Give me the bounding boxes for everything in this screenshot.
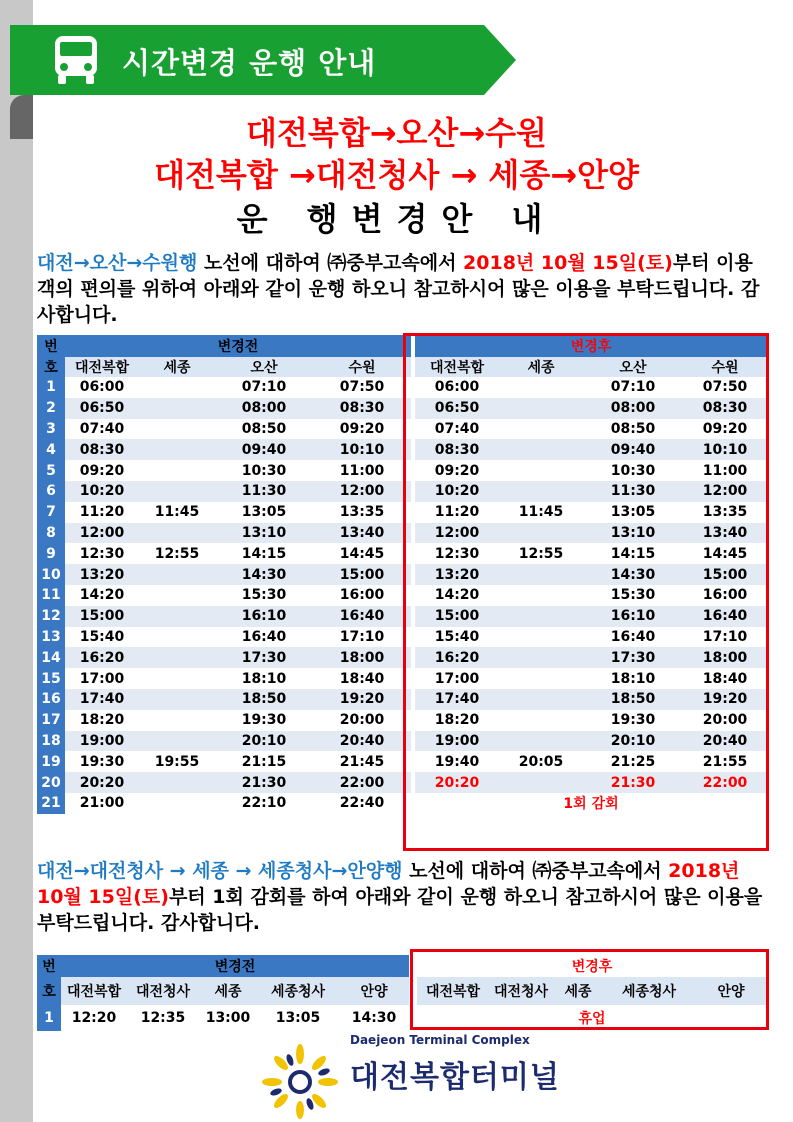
- row-number: 11: [37, 585, 65, 606]
- before-cell: [139, 377, 215, 398]
- before-cell: 16:10: [215, 606, 313, 627]
- before-cell: 11:20: [65, 502, 139, 523]
- before-cell: 18:00: [313, 647, 411, 668]
- before-cell: 18:10: [215, 668, 313, 689]
- table-row: [37, 543, 767, 564]
- after-cell: 08:30: [415, 439, 499, 460]
- after-cell: 12:55: [499, 543, 583, 564]
- before-cell: [139, 647, 215, 668]
- before-cell: 12:30: [65, 543, 139, 564]
- before-cell: 13:35: [313, 502, 411, 523]
- row-number: 21: [37, 793, 65, 814]
- after-cell: 13:05: [583, 502, 683, 523]
- after-cell: 21:30: [583, 772, 683, 793]
- after-cell: 20:00: [683, 710, 767, 731]
- after-cell: 17:00: [415, 668, 499, 689]
- after-cell: [499, 564, 583, 585]
- row-number: 1: [37, 377, 65, 398]
- before-cell: 12:55: [139, 543, 215, 564]
- table1-col-2: 오산: [215, 357, 313, 377]
- before-cell: 17:40: [65, 689, 139, 710]
- before-cell: 13:10: [215, 523, 313, 544]
- before-cell: [139, 627, 215, 648]
- after-cell: [499, 460, 583, 481]
- before-cell: [139, 481, 215, 502]
- before-cell: 07:10: [215, 377, 313, 398]
- table1-before-label: 변경전: [65, 335, 411, 357]
- table-row: [37, 710, 767, 731]
- before-cell: 12:00: [65, 523, 139, 544]
- after-cell: 16:10: [583, 606, 683, 627]
- notice1-date: 2018년 10월 15일(토): [463, 252, 673, 274]
- after-cell: 15:00: [415, 606, 499, 627]
- after-cell: 15:00: [683, 564, 767, 585]
- before-cell: 08:30: [65, 439, 139, 460]
- after-cell: 12:00: [415, 523, 499, 544]
- after-cell: 17:10: [683, 627, 767, 648]
- notice-heading: 운 행변경안 내: [236, 200, 557, 238]
- table2-col-3: 세종청사: [257, 977, 339, 1005]
- before-cell: 13:05: [215, 502, 313, 523]
- after-cell: 12:30: [415, 543, 499, 564]
- after-cell: 14:15: [583, 543, 683, 564]
- table-row: [37, 627, 767, 648]
- before-cell: [139, 523, 215, 544]
- after-cell: 21:25: [583, 751, 683, 772]
- before-cell: 13:20: [65, 564, 139, 585]
- table-row: [37, 689, 767, 710]
- before-cell: 19:55: [139, 751, 215, 772]
- before-cell: 12:00: [313, 481, 411, 502]
- table-row: [37, 398, 767, 419]
- after-cell: 19:20: [683, 689, 767, 710]
- after-cell: 13:40: [683, 523, 767, 544]
- table2-col-1: 대전청사: [127, 977, 199, 1005]
- after-cell: 18:40: [683, 668, 767, 689]
- route-title-2: 대전복합 →대전청사 → 세종→안양: [154, 156, 639, 194]
- after-cell: 11:00: [683, 460, 767, 481]
- table2-col-0: 대전복합: [61, 977, 127, 1005]
- table1-after-col-3: 수원: [683, 357, 767, 377]
- before-cell: 20:40: [313, 731, 411, 752]
- notice2-route: 대전→대전청사 → 세종 → 세종청사→안양행: [37, 860, 403, 882]
- before-cell: 19:30: [65, 751, 139, 772]
- before-cell: 15:40: [65, 627, 139, 648]
- before-cell: 09:40: [215, 439, 313, 460]
- after-cell: 16:40: [583, 627, 683, 648]
- after-cell: [499, 647, 583, 668]
- before-cell: [139, 689, 215, 710]
- row-number: 6: [37, 481, 65, 502]
- after-cell: 10:20: [415, 481, 499, 502]
- before-cell: [139, 772, 215, 793]
- notice-paragraph-1: [37, 250, 767, 328]
- before-cell: 21:15: [215, 751, 313, 772]
- row-number: 19: [37, 751, 65, 772]
- after-cell: 08:00: [583, 398, 683, 419]
- before-cell: 15:00: [65, 606, 139, 627]
- before-cell: [139, 731, 215, 752]
- before-cell: 22:00: [313, 772, 411, 793]
- table-row: [37, 606, 767, 627]
- table-row: [37, 439, 767, 460]
- after-cell: 21:55: [683, 751, 767, 772]
- before-cell: 18:20: [65, 710, 139, 731]
- after-cell: 17:40: [415, 689, 499, 710]
- row-number: 14: [37, 647, 65, 668]
- after-cell: 19:00: [415, 731, 499, 752]
- after-cell: 16:40: [683, 606, 767, 627]
- after-cell: 19:40: [415, 751, 499, 772]
- after-cell: [499, 419, 583, 440]
- table-row: [37, 523, 767, 544]
- table-row: [37, 647, 767, 668]
- before-cell: [139, 710, 215, 731]
- notice2-date: 2018년 10월 15일(토): [37, 860, 740, 908]
- logo-english-name: Daejeon Terminal Complex: [350, 1033, 530, 1047]
- row-number: 20: [37, 772, 65, 793]
- table1-after-col-2: 오산: [583, 357, 683, 377]
- table2-col-2: 세종: [199, 977, 257, 1005]
- table-row: [37, 419, 767, 440]
- before-cell: 11:30: [215, 481, 313, 502]
- after-cell: 20:05: [499, 751, 583, 772]
- row-number: 13: [37, 627, 65, 648]
- after-cell: 17:30: [583, 647, 683, 668]
- banner-title: 시간변경 운행 안내: [122, 46, 377, 80]
- before-cell: 09:20: [313, 419, 411, 440]
- before-cell: [139, 668, 215, 689]
- after-cell: 18:20: [415, 710, 499, 731]
- before-cell: 07:50: [313, 377, 411, 398]
- before-cell: 22:10: [215, 793, 313, 814]
- after-cell: 10:30: [583, 460, 683, 481]
- row-number: 9: [37, 543, 65, 564]
- table-row: [37, 793, 767, 814]
- after-cell: [499, 710, 583, 731]
- table-row: [37, 731, 767, 752]
- before-cell: 16:00: [313, 585, 411, 606]
- after-cell: 14:30: [583, 564, 683, 585]
- before-cell: 14:20: [65, 585, 139, 606]
- table1-num-header-bottom: 호: [37, 357, 65, 377]
- route-title-1: 대전복합→오산→수원: [246, 114, 547, 152]
- before-cell: [139, 564, 215, 585]
- row-number: 16: [37, 689, 65, 710]
- before-cell: 14:15: [215, 543, 313, 564]
- table-row: [37, 377, 767, 398]
- before-cell: 10:30: [215, 460, 313, 481]
- row-number: 4: [37, 439, 65, 460]
- before-cell: 16:40: [313, 606, 411, 627]
- table2-cell: 13:05: [257, 1005, 339, 1031]
- after-cell: [499, 523, 583, 544]
- after-cell: [499, 627, 583, 648]
- table1-after-col-0: 대전복합: [415, 357, 499, 377]
- row-number: 5: [37, 460, 65, 481]
- before-cell: 08:30: [313, 398, 411, 419]
- table2-after-col-0: 대전복합: [417, 977, 489, 1005]
- before-cell: 22:40: [313, 793, 411, 814]
- before-cell: 20:20: [65, 772, 139, 793]
- table2-cell: 13:00: [199, 1005, 257, 1031]
- before-cell: 17:30: [215, 647, 313, 668]
- after-cell: [499, 398, 583, 419]
- row-number: 18: [37, 731, 65, 752]
- after-cell: 15:30: [583, 585, 683, 606]
- table2-num-header-top: 번: [37, 955, 61, 977]
- before-cell: 15:00: [313, 564, 411, 585]
- table2-num-header-bottom: 호: [37, 977, 61, 1005]
- table2-after-col-3: 세종청사: [603, 977, 695, 1005]
- before-cell: 06:50: [65, 398, 139, 419]
- after-cell: 11:30: [583, 481, 683, 502]
- after-cell: 13:20: [415, 564, 499, 585]
- before-cell: 16:40: [215, 627, 313, 648]
- before-cell: 21:45: [313, 751, 411, 772]
- after-cell: 13:35: [683, 502, 767, 523]
- after-cell: [499, 606, 583, 627]
- after-cell: 22:00: [683, 772, 767, 793]
- table-row: [37, 668, 767, 689]
- row-number: 7: [37, 502, 65, 523]
- after-cell: 18:00: [683, 647, 767, 668]
- row-number: 15: [37, 668, 65, 689]
- after-cell: 12:00: [683, 481, 767, 502]
- before-cell: 10:10: [313, 439, 411, 460]
- row-number: 17: [37, 710, 65, 731]
- before-cell: 09:20: [65, 460, 139, 481]
- after-cell: [499, 585, 583, 606]
- logo-korean-name: 대전복합터미널: [350, 1060, 560, 1095]
- table1-num-header-top: 번: [37, 335, 65, 357]
- after-cell: 18:50: [583, 689, 683, 710]
- after-cell: 16:20: [415, 647, 499, 668]
- table-row: [37, 772, 767, 793]
- after-cell: 07:50: [683, 377, 767, 398]
- after-cell: 15:40: [415, 627, 499, 648]
- after-cell: 16:00: [683, 585, 767, 606]
- after-cell: [499, 689, 583, 710]
- before-cell: 19:00: [65, 731, 139, 752]
- before-cell: 18:40: [313, 668, 411, 689]
- row-number: 10: [37, 564, 65, 585]
- before-cell: 14:45: [313, 543, 411, 564]
- table2-after-label: 변경후: [417, 955, 767, 977]
- after-cell: [499, 731, 583, 752]
- before-cell: 07:40: [65, 419, 139, 440]
- notice1-text1: 노선에 대하여 ㈜중부고속에서: [197, 252, 464, 274]
- row-number: 2: [37, 398, 65, 419]
- row-number: 1: [37, 1005, 61, 1031]
- after-cell: 09:20: [415, 460, 499, 481]
- table-row: [37, 585, 767, 606]
- after-cell: 20:20: [415, 772, 499, 793]
- before-cell: [139, 398, 215, 419]
- before-cell: 18:50: [215, 689, 313, 710]
- table2-cell: 12:35: [127, 1005, 199, 1031]
- before-cell: 11:45: [139, 502, 215, 523]
- table1-col-0: 대전복합: [65, 357, 139, 377]
- table2-after-note: 휴업: [417, 1005, 767, 1031]
- table2-col-4: 안양: [339, 977, 409, 1005]
- before-cell: 21:00: [65, 793, 139, 814]
- table-row: [37, 502, 767, 523]
- after-cell: 07:10: [583, 377, 683, 398]
- before-cell: [139, 460, 215, 481]
- table1-after-label: 변경후: [415, 335, 767, 357]
- before-cell: 15:30: [215, 585, 313, 606]
- row-number: 3: [37, 419, 65, 440]
- notice2-text1: 노선에 대하여 ㈜중부고속에서: [402, 860, 669, 882]
- notice2-text2: 부터 1회 감회를 하여 아래와 같이 운행 하오니 참고하시어 많은 이용을 부탁드립니다. 감사합니다.: [37, 886, 763, 934]
- notice1-route: 대전→오산→수원행: [37, 252, 198, 274]
- after-cell: 20:40: [683, 731, 767, 752]
- before-cell: 06:00: [65, 377, 139, 398]
- table1-col-1: 세종: [139, 357, 215, 377]
- notice-paragraph-2: [37, 858, 767, 936]
- table-row: [37, 564, 767, 585]
- before-cell: 08:50: [215, 419, 313, 440]
- before-cell: 21:30: [215, 772, 313, 793]
- table2-cell: 12:20: [61, 1005, 127, 1031]
- table2-after-col-1: 대전청사: [489, 977, 553, 1005]
- after-cell: 11:20: [415, 502, 499, 523]
- table1-after-col-1: 세종: [499, 357, 583, 377]
- after-cell: 06:50: [415, 398, 499, 419]
- table2-after-col-4: 안양: [695, 977, 767, 1005]
- after-cell: [499, 772, 583, 793]
- before-cell: 20:10: [215, 731, 313, 752]
- after-cell: [499, 439, 583, 460]
- before-cell: 11:00: [313, 460, 411, 481]
- schedule-table-2: [37, 955, 767, 1031]
- before-cell: 19:20: [313, 689, 411, 710]
- after-cell: [499, 481, 583, 502]
- row-number: 8: [37, 523, 65, 544]
- after-cell: 07:40: [415, 419, 499, 440]
- table1-col-3: 수원: [313, 357, 411, 377]
- after-cell: 06:00: [415, 377, 499, 398]
- after-cell: 13:10: [583, 523, 683, 544]
- before-cell: [139, 585, 215, 606]
- row-number: 12: [37, 606, 65, 627]
- table-row: [37, 460, 767, 481]
- before-cell: [139, 606, 215, 627]
- before-cell: [139, 439, 215, 460]
- after-cell: 11:45: [499, 502, 583, 523]
- after-cell: [499, 668, 583, 689]
- table-row: [37, 1005, 767, 1031]
- before-cell: [139, 419, 215, 440]
- table2-cell: 14:30: [339, 1005, 409, 1031]
- table2-before-label: 변경전: [61, 955, 409, 977]
- after-cell: 10:10: [683, 439, 767, 460]
- after-cell: 19:30: [583, 710, 683, 731]
- after-cell: 09:40: [583, 439, 683, 460]
- after-cell: 18:10: [583, 668, 683, 689]
- before-cell: 19:30: [215, 710, 313, 731]
- after-cell: 08:30: [683, 398, 767, 419]
- before-cell: 13:40: [313, 523, 411, 544]
- schedule-table-1: [37, 335, 767, 814]
- table-row: [37, 751, 767, 772]
- after-cell: 08:50: [583, 419, 683, 440]
- after-reduction-note: 1회 감회: [415, 793, 767, 814]
- after-cell: 09:20: [683, 419, 767, 440]
- after-cell: [499, 377, 583, 398]
- before-cell: 10:20: [65, 481, 139, 502]
- before-cell: 14:30: [215, 564, 313, 585]
- before-cell: 17:00: [65, 668, 139, 689]
- notice1-text2: 부터 이용객의 편의를 위하여 아래와 같이 운행 하오니 참고하시어 많은 이용을 부탁드립니다. 감사합니다.: [37, 252, 760, 326]
- before-cell: 16:20: [65, 647, 139, 668]
- table-row: [37, 481, 767, 502]
- before-cell: 20:00: [313, 710, 411, 731]
- after-cell: 20:10: [583, 731, 683, 752]
- title-banner: [10, 25, 516, 95]
- table2-after-col-2: 세종: [553, 977, 603, 1005]
- before-cell: 08:00: [215, 398, 313, 419]
- after-cell: 14:45: [683, 543, 767, 564]
- before-cell: [139, 793, 215, 814]
- before-cell: 17:10: [313, 627, 411, 648]
- after-cell: 14:20: [415, 585, 499, 606]
